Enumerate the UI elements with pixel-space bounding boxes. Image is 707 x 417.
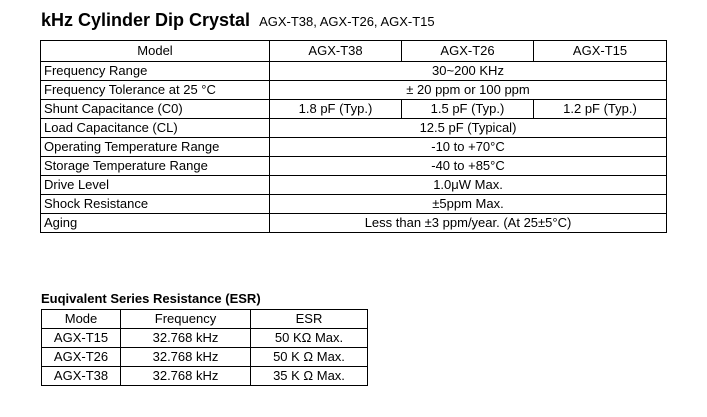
esr-table [41,309,368,386]
row-value: -10 to +70°C [270,138,667,157]
esr-row-agx-t15 [42,329,368,348]
esr-row-agx-t26 [42,348,368,367]
table-row-shunt-capacitance [41,100,667,119]
row-value: 30~200 KHz [270,62,667,81]
column-header-agx-t38: AGX-T38 [270,41,402,62]
row-label: Frequency Range [41,62,270,81]
column-header-frequency: Frequency [121,310,251,329]
row-value-t38: 1.8 pF (Typ.) [270,100,402,119]
row-label: Drive Level [41,176,270,195]
column-header-agx-t26: AGX-T26 [402,41,534,62]
column-header-esr: ESR [251,310,368,329]
row-value: -40 to +85°C [270,157,667,176]
row-value: ± 20 ppm or 100 ppm [270,81,667,100]
mode-cell: AGX-T26 [42,348,121,367]
row-label: Shock Resistance [41,195,270,214]
mode-cell: AGX-T38 [42,367,121,386]
page-header [41,10,435,31]
column-header-agx-t15: AGX-T15 [534,41,667,62]
table-row-storage-temperature [41,157,667,176]
row-value: Less than ±3 ppm/year. (At 25±5°C) [270,214,667,233]
table-row-load-capacitance [41,119,667,138]
esr-row-agx-t38 [42,367,368,386]
esr-cell: 50 KΩ Max. [251,329,368,348]
page-title: kHz Cylinder Dip Crystal [41,10,251,30]
row-value: 12.5 pF (Typical) [270,119,667,138]
esr-cell: 35 K Ω Max. [251,367,368,386]
frequency-cell: 32.768 kHz [121,367,251,386]
column-header-model: Model [41,41,270,62]
row-label: Aging [41,214,270,233]
frequency-cell: 32.768 kHz [121,348,251,367]
row-label: Operating Temperature Range [41,138,270,157]
table-row-operating-temperature [41,138,667,157]
mode-cell: AGX-T15 [42,329,121,348]
table-row-shock-resistance [41,195,667,214]
row-value: ±5ppm Max. [270,195,667,214]
row-label: Storage Temperature Range [41,157,270,176]
frequency-cell: 32.768 kHz [121,329,251,348]
esr-header-row [42,310,368,329]
row-label: Frequency Tolerance at 25 °C [41,81,270,100]
row-value-t26: 1.5 pF (Typ.) [402,100,534,119]
table-row-frequency-range [41,62,667,81]
esr-cell: 50 K Ω Max. [251,348,368,367]
column-header-mode: Mode [42,310,121,329]
spec-table [40,40,667,233]
esr-section-title: Euqivalent Series Resistance (ESR) [41,291,261,306]
table-row-drive-level [41,176,667,195]
row-value-t15: 1.2 pF (Typ.) [534,100,667,119]
table-row-frequency-tolerance [41,81,667,100]
row-label: Load Capacitance (CL) [41,119,270,138]
page-subtitle: AGX-T38, AGX-T26, AGX-T15 [259,14,435,29]
spec-header-row [41,41,667,62]
table-row-aging [41,214,667,233]
row-label: Shunt Capacitance (C0) [41,100,270,119]
row-value: 1.0μW Max. [270,176,667,195]
